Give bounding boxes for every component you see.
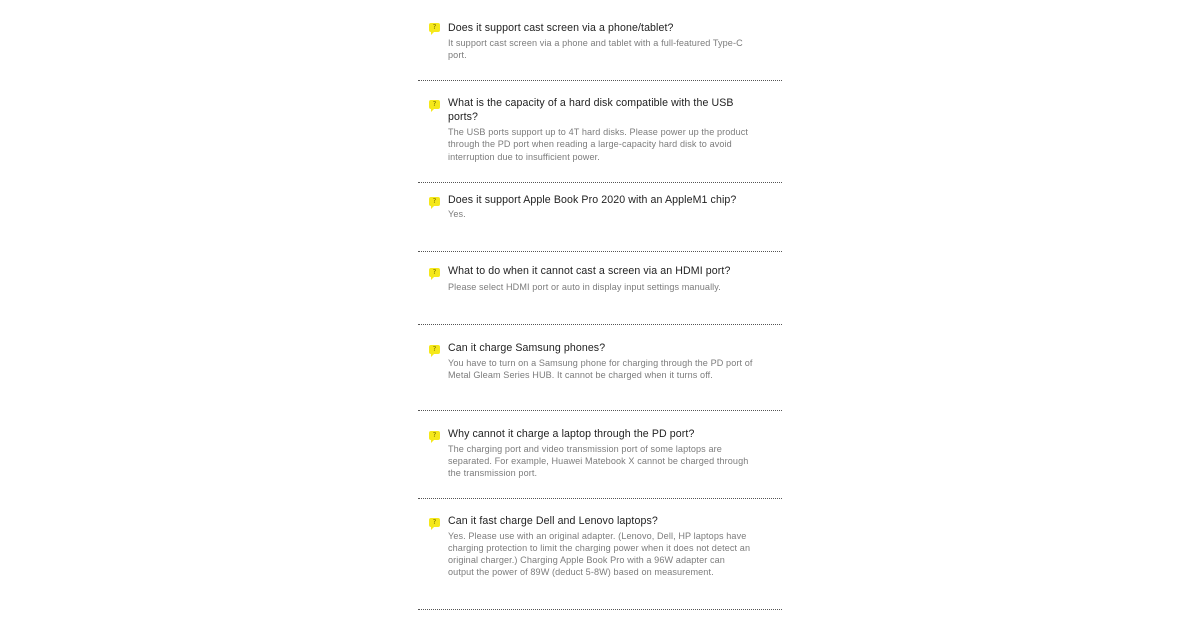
dotted-divider [418, 609, 782, 610]
faq-item [418, 428, 782, 479]
faq-question-row [418, 194, 782, 208]
faq-question: What to do when it cannot cast a screen via an HDMI port? [448, 265, 731, 277]
speech-bubble-icon: ? [429, 431, 440, 440]
faq-item [418, 515, 782, 579]
faq-item [418, 97, 782, 163]
dotted-divider [418, 410, 782, 411]
faq-question: Why cannot it charge a laptop through the PD port? [448, 428, 695, 440]
faq-answer: The charging port and video transmission port of some laptops are separated. For example, Huawei Matebook X cannot be charged through the transmission port. [448, 443, 749, 479]
speech-bubble-icon: ? [429, 518, 440, 527]
faq-question: Does it support cast screen via a phone/tablet? [448, 22, 674, 34]
faq-question-row [418, 342, 782, 356]
faq-item [418, 194, 782, 220]
faq-item [418, 342, 782, 381]
dotted-divider [418, 498, 782, 499]
speech-bubble-icon: ? [429, 268, 440, 277]
faq-question-row [418, 265, 782, 279]
faq-question-row [418, 97, 782, 124]
dotted-divider [418, 251, 782, 252]
faq-question: Can it charge Samsung phones? [448, 342, 606, 354]
faq-answer: The USB ports support up to 4T hard disks. Please power up the product through the PD port when reading a large-capacity hard disk to avoid interruption due to insufficient power. [448, 127, 749, 162]
faq-answer: Yes. Please use with an original adapter. (Lenovo, Dell, HP laptops have charging protection to limit the charging power when it does not detect an original charger.) Charging Apple Book Pro with a 96W adapter can output the power of 89W (deduct 5-8W) based on measurement. [448, 530, 751, 578]
dotted-divider [418, 80, 782, 81]
speech-bubble-icon: ? [429, 345, 440, 354]
faq-item [418, 22, 782, 61]
speech-bubble-icon: ? [429, 197, 440, 206]
dotted-divider [418, 182, 782, 183]
faq-item [418, 265, 782, 293]
faq-answer: You have to turn on a Samsung phone for charging through the PD port of Metal Gleam Series HUB. It cannot be charged when it turns off. [448, 357, 753, 380]
faq-question: Does it support Apple Book Pro 2020 with an AppleM1 chip? [448, 194, 737, 206]
faq-answer: It support cast screen via a phone and tablet with a full-featured Type-C port. [448, 37, 743, 60]
faq-question: Can it fast charge Dell and Lenovo laptops? [448, 515, 658, 527]
dotted-divider [418, 324, 782, 325]
faq-answer: Yes. [448, 208, 466, 219]
faq-question-row [418, 515, 782, 529]
faq-question-row [418, 22, 782, 36]
faq-answer: Please select HDMI port or auto in display input settings manually. [448, 281, 721, 292]
speech-bubble-icon: ? [429, 100, 440, 109]
faq-question: What is the capacity of a hard disk compatible with the USB ports? [448, 97, 734, 123]
faq-question-row [418, 428, 782, 442]
speech-bubble-icon: ? [429, 23, 440, 32]
